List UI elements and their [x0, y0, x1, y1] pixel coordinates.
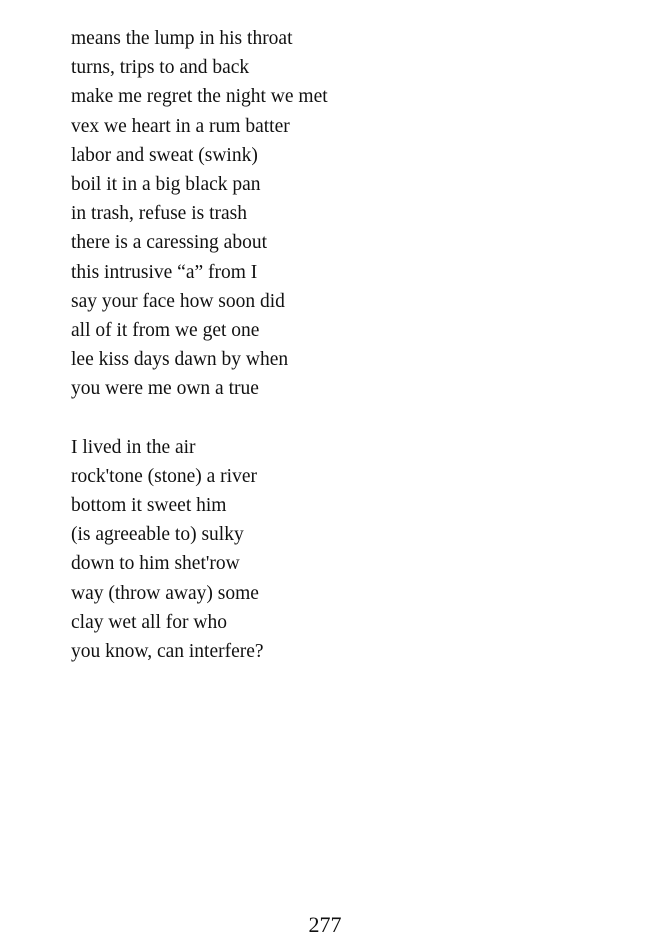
poem-line: bottom it sweet him [71, 495, 227, 517]
stanza-2 [71, 433, 591, 667]
poem-line: make me regret the night we met [71, 86, 328, 108]
poem-line: say your face how soon did [71, 290, 285, 312]
poem-line: lee kiss days dawn by when [71, 349, 289, 371]
poem-line: all of it from we get one [71, 320, 260, 342]
poem-line: (is agreeable to) sulky [71, 524, 244, 546]
poem-line: turns, trips to and back [71, 57, 250, 79]
poem-body [71, 24, 591, 666]
poem-line: labor and sweat (swink) [71, 144, 258, 166]
poem-line: means the lump in his throat [71, 28, 293, 49]
poem-line: you know, can interfere? [71, 641, 264, 663]
poem-line: vex we heart in a rum batter [71, 115, 290, 137]
poem-line: this intrusive “a” from I [71, 261, 258, 283]
poem-line: down to him shet'row [71, 553, 240, 575]
poem-line: you were me own a true [71, 378, 259, 400]
poem-line: way (throw away) some [71, 582, 259, 604]
poem-line: I lived in the air [71, 436, 196, 458]
poem-line: in trash, refuse is trash [71, 203, 247, 225]
poem-line: boil it in a big black pan [71, 174, 261, 196]
poem-line: clay wet all for who [71, 611, 227, 633]
poem-line: rock'tone (stone) a river [71, 465, 257, 487]
stanza-1 [71, 24, 591, 404]
page-number: 277 [308, 912, 342, 937]
poem-line: there is a caressing about [71, 232, 268, 254]
